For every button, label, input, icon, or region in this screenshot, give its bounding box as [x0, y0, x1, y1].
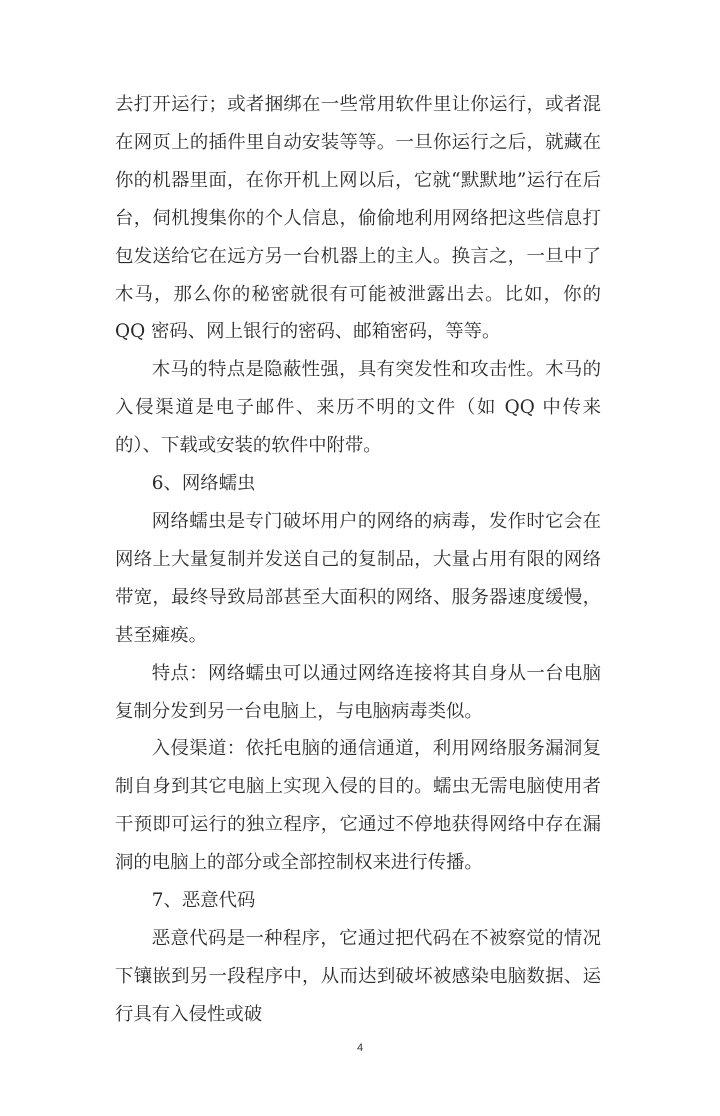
paragraph-worm-features: 特点：网络蠕虫可以通过网络连接将其自身从一台电脑复制分发到另一台电脑上，与电脑病毒类似。	[115, 662, 601, 722]
paragraph-worm-definition: 网络蠕虫是专门破坏用户的网络的病毒，发作时它会在网络上大量复制并发送自己的复制品，大量占用有限的网络带宽，最终导致局部甚至大面积的网络、服务器速度缓慢，甚至瘫痪。	[115, 510, 601, 646]
paragraph-trojan-features: 木马的特点是隐蔽性强，具有突发性和攻击性。木马的入侵渠道是电子邮件、来历不明的文件（如 QQ 中传来的）、下载或安装的软件中附带。	[115, 359, 601, 457]
paragraph-worm-channels: 入侵渠道：依托电脑的通信通道，利用网络服务漏洞复制自身到其它电脑上实现入侵的目的。蠕虫无需电脑使用者干预即可运行的独立程序，它通过不停地获得网络中存在漏洞的电脑上的部分或全部控制权来进行传播。	[115, 738, 601, 874]
section-heading-worm: 6、网络蠕虫	[151, 473, 256, 495]
page-number: 4	[356, 1041, 364, 1054]
section-heading-malicious-code: 7、恶意代码	[151, 890, 256, 912]
paragraph-trojan-behavior: 去打开运行；或者捆绑在一些常用软件里让你运行，或者混在网页上的插件里自动安装等等。一旦你运行之后，就藏在你的机器里面，在你开机上网以后，它就“默默地”运行在后台，伺机搜集你的个人信息，偷偷地利用网络把这些信息打包发送给它在远方另一台机器上的主人。换言之，一旦中了木马，那么你的秘密就很有可能被泄露出去。比如，你的 QQ 密码、网上银行的密码、邮箱密码，等等。	[115, 94, 601, 343]
document-body	[115, 86, 601, 1034]
paragraph-malicious-code-definition: 恶意代码是一种程序，它通过把代码在不被察觉的情况下镶嵌到另一段程序中，从而达到破坏被感染电脑数据、运行具有入侵性或破	[115, 927, 601, 1025]
